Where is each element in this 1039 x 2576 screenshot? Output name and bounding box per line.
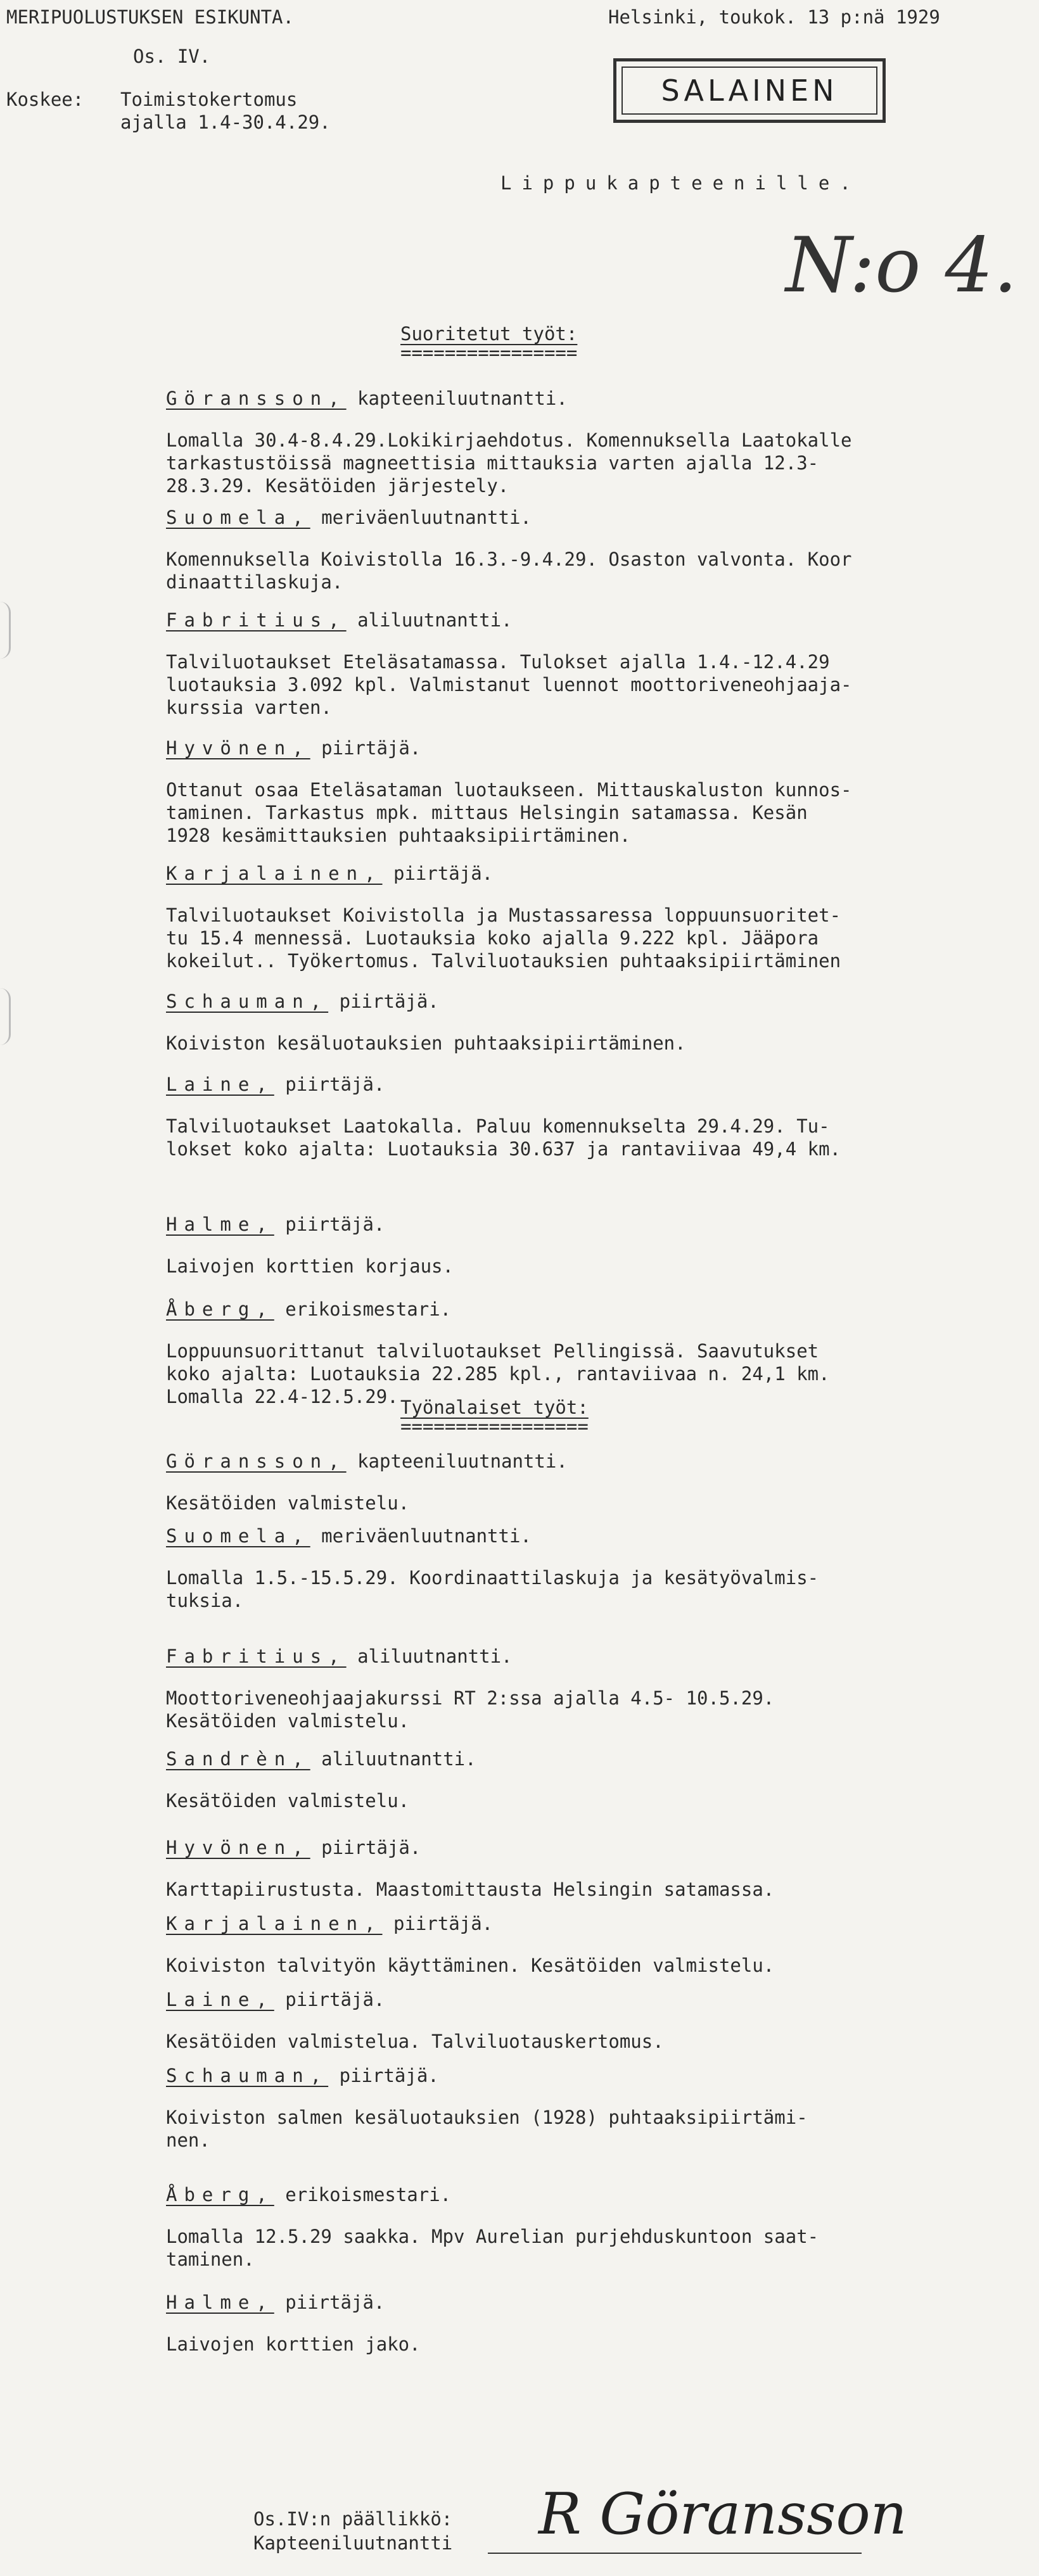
person-rank: erikoismestari. [285, 2184, 452, 2205]
subject-label: Koskee: [6, 89, 84, 110]
entry-text-line: Lomalla 12.5.29 saakka. Mpv Aurelian purjehduskuntoon saat- [166, 2226, 819, 2247]
person-rank: aliluutnantti. [321, 1748, 476, 1770]
handwritten-signature [532, 2458, 912, 2572]
handwritten-number-text: N:o 4. [786, 222, 1018, 310]
entry-heading [166, 1913, 493, 1934]
person-name: Göransson, [166, 1450, 347, 1472]
entry-text-line: Loppuunsuorittanut talviluotaukset Pellingissä. Saavutukset [166, 1340, 819, 1362]
person-rank: kapteeniluutnantti. [357, 1450, 568, 1472]
entry-heading [166, 2292, 385, 2313]
entry-text-line: kokeilut.. Työkertomus. Talviluotauksien puhtaaksipiirtäminen [166, 950, 841, 972]
entry-heading [166, 388, 568, 409]
signature-label-2: Kapteeniluutnantti [253, 2532, 453, 2554]
person-name: Hyvönen, [166, 1837, 310, 1858]
person-rank: piirtäjä. [285, 1074, 385, 1095]
entry-text-line: Talviluotaukset Koivistolla ja Mustassaressa loppuunsuoritet- [166, 904, 841, 926]
subject-line-2: ajalla 1.4-30.4.29. [120, 111, 331, 133]
entry-text-line: Komennuksella Koivistolla 16.3.-9.4.29. Osaston valvonta. Koor [166, 549, 852, 570]
entry-heading [166, 1525, 532, 1547]
margin-mark [0, 602, 11, 659]
person-name: Fabritius, [166, 1646, 347, 1667]
org-name: MERIPUOLUSTUKSEN ESIKUNTA. [6, 6, 294, 28]
person-name: Laine, [166, 1989, 274, 2010]
entry-text-line: Moottoriveneohjaajakurssi RT 2:ssa ajalla 4.5- 10.5.29. [166, 1687, 775, 1709]
person-name: Hyvönen, [166, 737, 310, 759]
person-rank: aliluutnantti. [357, 609, 513, 631]
entry-text-line: Talviluotaukset Laatokalla. Paluu komennukselta 29.4.29. Tu- [166, 1115, 830, 1137]
entry-text-line: Laivojen korttien korjaus. [166, 1255, 454, 1277]
entry-heading [166, 737, 421, 759]
person-name: Karjalainen, [166, 1913, 383, 1934]
margin-mark [0, 988, 11, 1045]
entry-heading [166, 2184, 451, 2205]
entry-text-line: kurssia varten. [166, 697, 332, 718]
person-rank: piirtäjä. [285, 2292, 385, 2313]
person-name: Åberg, [166, 2184, 274, 2205]
person-rank: piirtäjä. [285, 1214, 385, 1235]
entry-heading [166, 863, 493, 884]
entry-heading [166, 507, 532, 528]
person-rank: piirtäjä. [339, 2065, 439, 2086]
entry-text-line: lokset koko ajalta: Luotauksia 30.637 ja rantaviivaa 49,4 km. [166, 1138, 841, 1160]
person-rank: piirtäjä. [393, 1913, 494, 1934]
entry-heading [166, 1074, 385, 1095]
entry-text-line: Kesätöiden valmistelua. Talviluotauskertomus. [166, 2031, 664, 2052]
entry-text-line: tarkastustöissä magneettisia mittauksia varten ajalla 12.3- [166, 452, 819, 474]
entry-heading [166, 609, 513, 631]
person-rank: piirtäjä. [339, 991, 439, 1012]
entry-text-line: Kesätöiden valmistelu. [166, 1790, 410, 1811]
subject-line-1: Toimistokertomus [120, 89, 298, 110]
entry-text-line: Karttapiirustusta. Maastomittausta Helsingin satamassa. [166, 1879, 775, 1900]
person-rank: meriväenluutnantti. [321, 507, 532, 528]
entry-text-line: taminen. Tarkastus mpk. mittaus Helsingin satamassa. Kesän [166, 802, 808, 823]
entry-heading [166, 1748, 476, 1770]
person-name: Göransson, [166, 388, 347, 409]
entry-text-line: tuksia. [166, 1590, 244, 1611]
entry-text-line: Koiviston talvityön käyttäminen. Kesätöiden valmistelu. [166, 1955, 775, 1976]
person-name: Suomela, [166, 1525, 310, 1547]
person-rank: piirtäjä. [321, 737, 421, 759]
person-name: Karjalainen, [166, 863, 383, 884]
person-rank: piirtäjä. [393, 863, 494, 884]
entry-text-line: koko ajalta: Luotauksia 22.285 kpl., rantaviivaa n. 24,1 km. [166, 1363, 830, 1385]
place-date: Helsinki, toukok. 13 p:nä 1929 [608, 6, 940, 28]
person-rank: piirtäjä. [285, 1989, 385, 2010]
entry-text-line: Kesätöiden valmistelu. [166, 1492, 410, 1514]
section-title: Työnalaiset työt: [400, 1397, 589, 1418]
section-title-rule: ================= [400, 1416, 589, 1437]
person-name: Sandrèn, [166, 1748, 310, 1770]
entry-heading [166, 1298, 451, 1320]
entry-text-line: Kesätöiden valmistelu. [166, 1710, 410, 1732]
person-name: Fabritius, [166, 609, 347, 631]
entry-heading [166, 1450, 568, 1472]
entry-heading [166, 1837, 421, 1858]
entry-heading [166, 1989, 385, 2010]
entry-text-line: Ottanut osaa Eteläsataman luotaukseen. Mittauskaluston kunnos- [166, 779, 852, 801]
person-name: Åberg, [166, 1298, 274, 1320]
entry-text-line: luotauksia 3.092 kpl. Valmistanut luennot moottoriveneohjaaja- [166, 674, 852, 695]
entry-heading [166, 2065, 439, 2086]
department: Os. IV. [133, 46, 211, 67]
section-title: Suoritetut työt: [400, 323, 578, 345]
person-rank: aliluutnantti. [357, 1646, 513, 1667]
signature-name: R Göransson [539, 2481, 907, 2547]
entry-text-line: Koiviston kesäluotauksien puhtaaksipiirtäminen. [166, 1032, 686, 1054]
entry-text-line: 1928 kesämittauksien puhtaaksipiirtäminen. [166, 825, 631, 846]
entry-text-line: tu 15.4 mennessä. Luotauksia koko ajalla 9.222 kpl. Jääpora [166, 927, 819, 949]
entry-text-line: dinaattilaskuja. [166, 571, 343, 593]
entry-text-line: Laivojen korttien jako. [166, 2333, 421, 2355]
entry-heading [166, 1214, 385, 1235]
classification-stamp: SALAINEN [613, 58, 886, 123]
person-rank: kapteeniluutnantti. [357, 388, 568, 409]
section-title-rule: ================ [400, 342, 578, 364]
entry-heading [166, 991, 439, 1012]
recipient: Lippukapteenille. [500, 172, 861, 194]
entry-text-line: Lomalla 1.5.-15.5.29. Koordinaattilaskuja ja kesätyövalmis- [166, 1567, 819, 1589]
entry-text-line: taminen. [166, 2249, 255, 2270]
person-name: Halme, [166, 1214, 274, 1235]
person-name: Schauman, [166, 2065, 329, 2086]
person-name: Halme, [166, 2292, 274, 2313]
entry-text-line: Lomalla 30.4-8.4.29.Lokikirjaehdotus. Komennuksella Laatokalle [166, 429, 852, 451]
person-rank: erikoismestari. [285, 1298, 452, 1320]
person-rank: meriväenluutnantti. [321, 1525, 532, 1547]
entry-heading [166, 1646, 513, 1667]
person-name: Suomela, [166, 507, 310, 528]
entry-text-line: Koiviston salmen kesäluotauksien (1928) puhtaaksipiirtämi- [166, 2107, 808, 2128]
entry-text-line: Talviluotaukset Eteläsatamassa. Tulokset ajalla 1.4.-12.4.29 [166, 651, 830, 673]
handwritten-number [779, 215, 1018, 323]
entry-text-line: Lomalla 22.4-12.5.29. [166, 1386, 398, 1407]
person-name: Laine, [166, 1074, 274, 1095]
entry-text-line: nen. [166, 2129, 210, 2151]
person-rank: piirtäjä. [321, 1837, 421, 1858]
person-name: Schauman, [166, 991, 329, 1012]
entry-text-line: 28.3.29. Kesätöiden järjestely. [166, 475, 509, 497]
signature-label-1: Os.IV:n päällikkö: [253, 2508, 453, 2530]
